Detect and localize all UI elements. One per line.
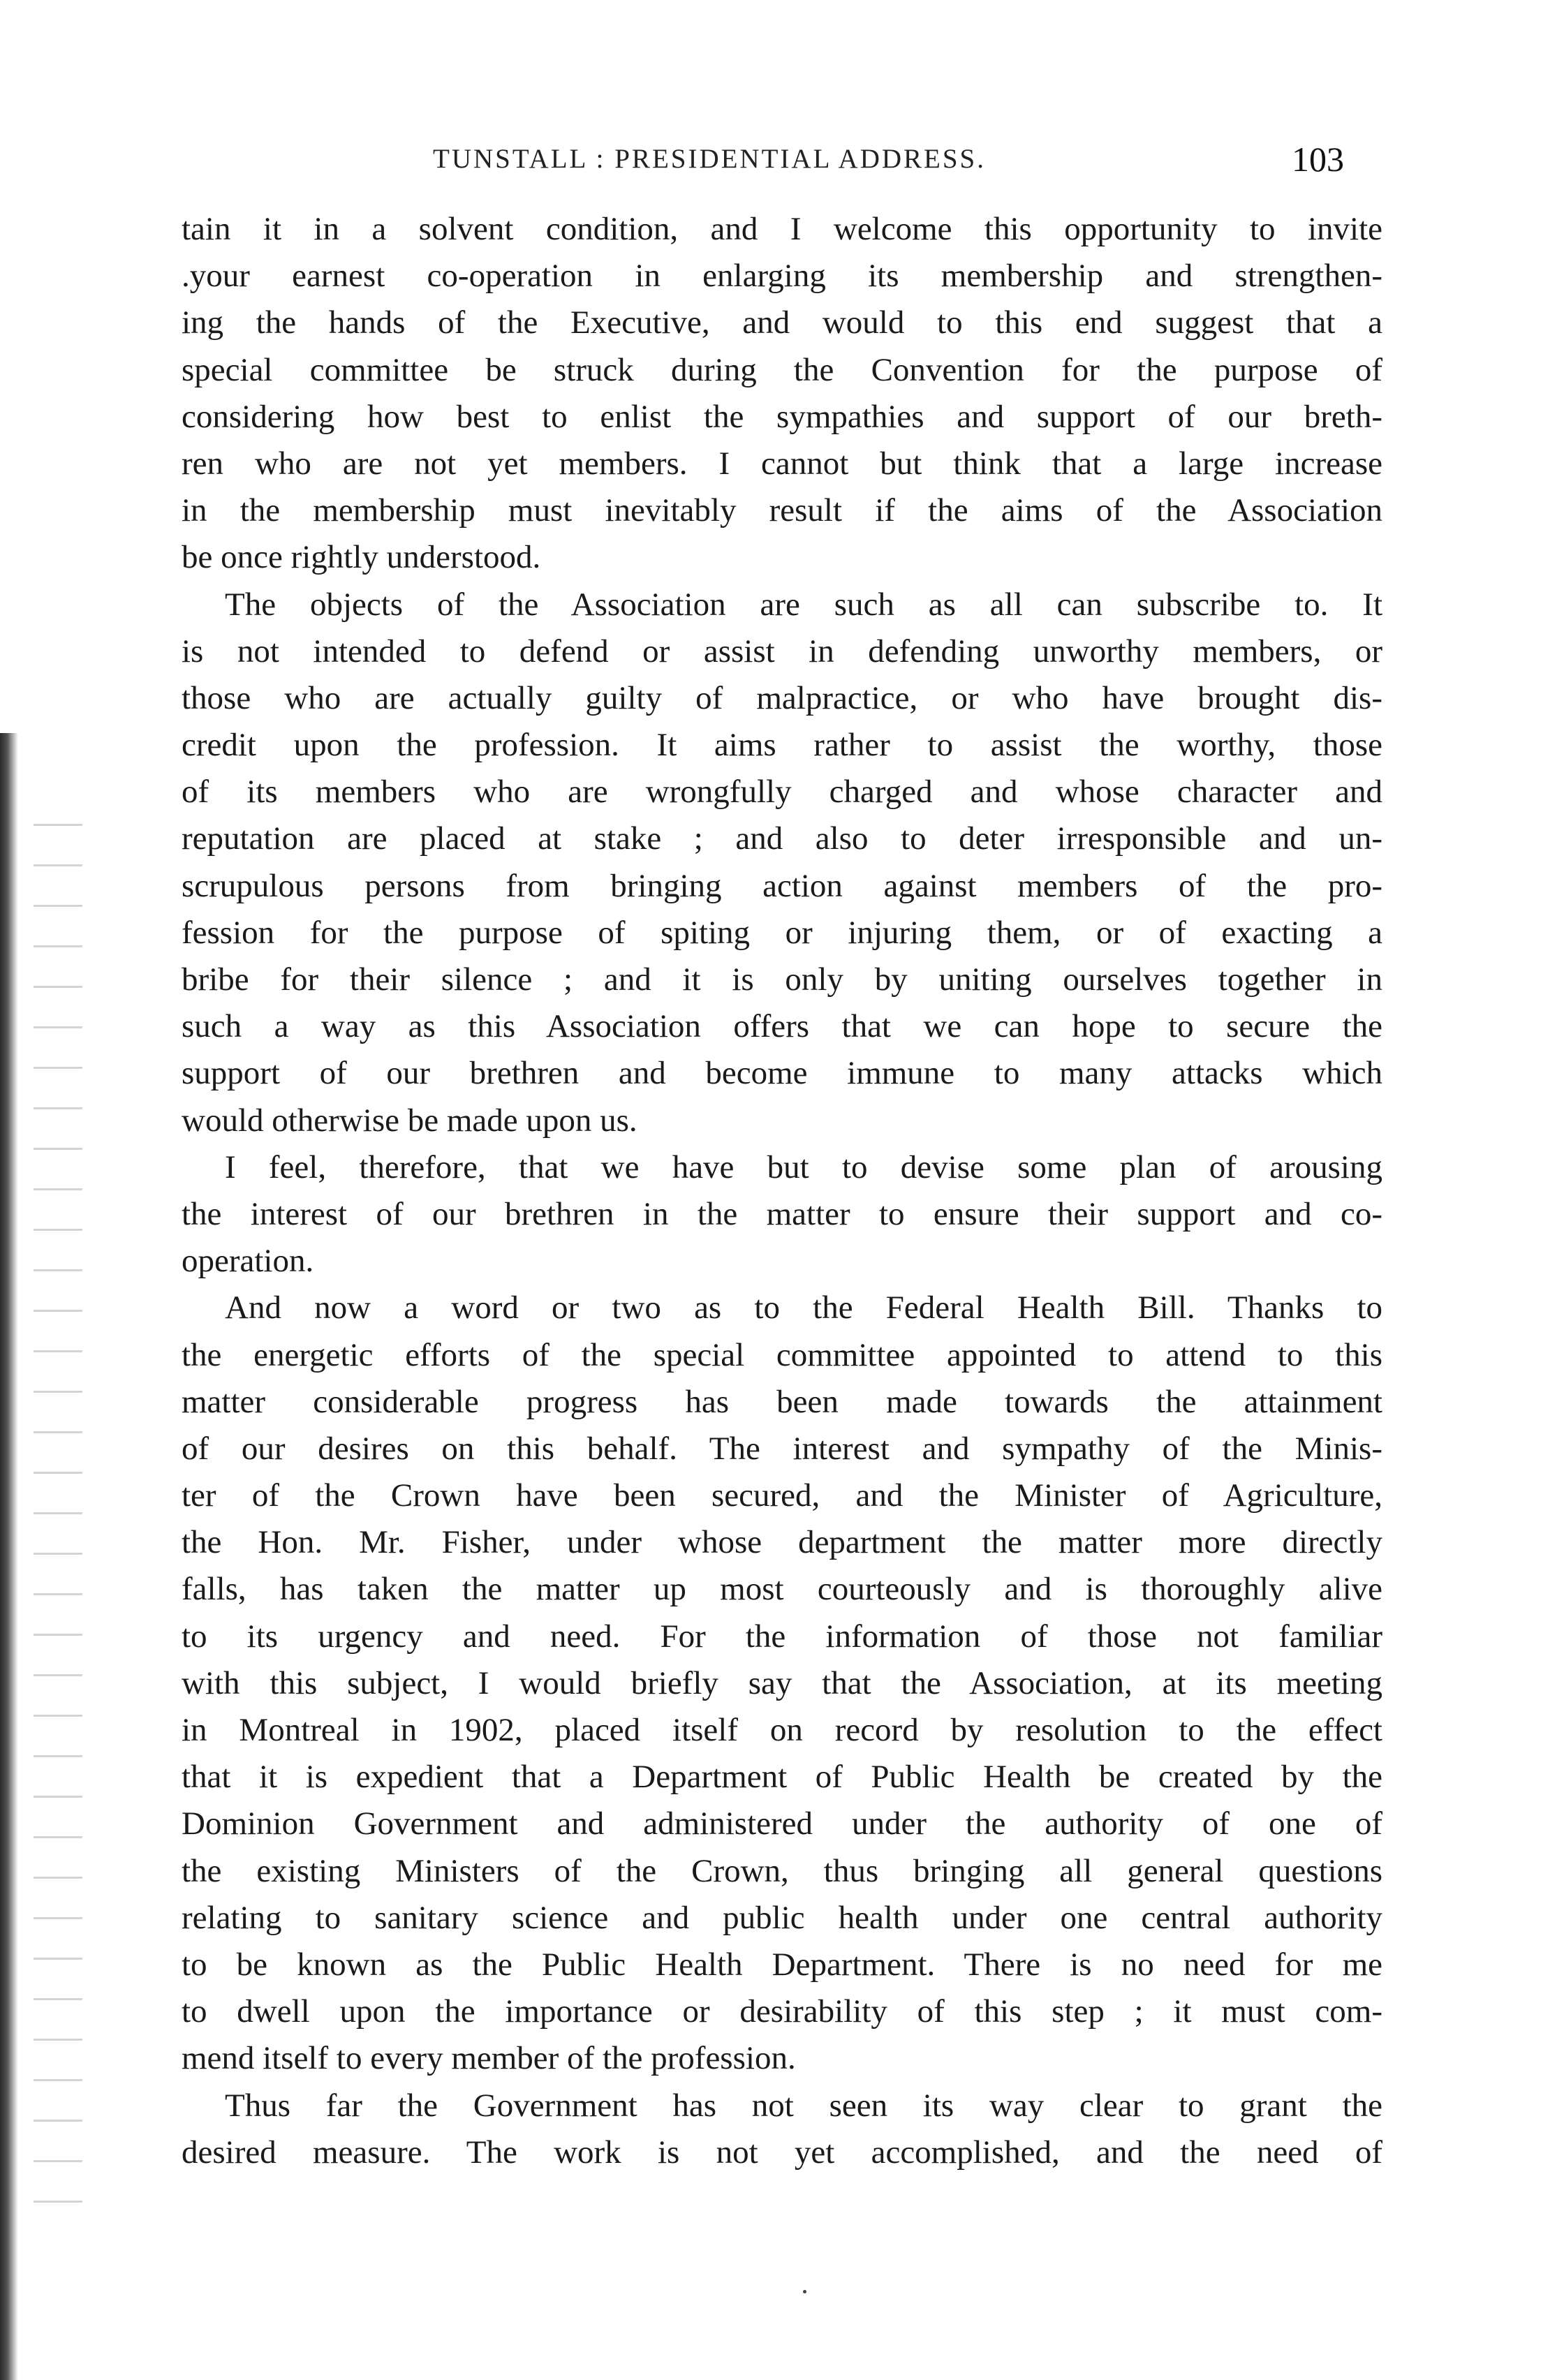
- text-line: relating to sanitary science and public health under one central authority: [182, 1899, 1382, 1936]
- text-line: to dwell upon the importance or desirability of this step ; it must com-: [182, 1993, 1382, 2030]
- text-line: of our desires on this behalf. The interest and sympathy of the Minis-: [182, 1430, 1382, 1467]
- text-line: of its members who are wrongfully charged and whose character and: [182, 774, 1382, 811]
- text-line: support of our brethren and become immune to many attacks which: [182, 1055, 1382, 1092]
- text-line: special committee be struck during the Convention for the purpose of: [182, 351, 1382, 388]
- text-line: such a way as this Association offers that we can hope to secure the: [182, 1008, 1382, 1045]
- text-line: ren who are not yet members. I cannot but think that a large increase: [182, 445, 1382, 482]
- text-line: desired measure. The work is not yet accomplished, and the need of: [182, 2134, 1382, 2171]
- text-line: Dominion Government and administered under the authority of one of: [182, 1805, 1382, 1842]
- text-line: is not intended to defend or assist in defending unworthy members, or: [182, 633, 1382, 670]
- text-line: the interest of our brethren in the matter to ensure their support and co-: [182, 1195, 1382, 1232]
- body-text: [182, 206, 1382, 2176]
- text-line: scrupulous persons from bringing action against members of the pro-: [182, 867, 1382, 904]
- text-line: those who are actually guilty of malpractice, or who have brought dis-: [182, 679, 1382, 716]
- text-line: that it is expedient that a Department of Public Health be created by the: [182, 1759, 1382, 1796]
- text-line: the energetic efforts of the special committee appointed to attend to this: [182, 1336, 1382, 1373]
- text-line: be once rightly understood.: [182, 539, 541, 576]
- text-line: the Hon. Mr. Fisher, under whose department the matter more directly: [182, 1524, 1382, 1561]
- page-number: 103: [1292, 140, 1344, 179]
- running-head: [0, 140, 1564, 185]
- text-line: matter considerable progress has been made towards the attainment: [182, 1383, 1382, 1420]
- binding-specks: [34, 824, 82, 2220]
- paragraph-start-line: The objects of the Association are such as all can subscribe to. It: [225, 586, 1382, 623]
- text-line: considering how best to enlist the sympathies and support of our breth-: [182, 398, 1382, 435]
- paragraph-start-line: Thus far the Government has not seen its way clear to grant the: [225, 2087, 1382, 2124]
- text-line: the existing Ministers of the Crown, thus bringing all general questions: [182, 1852, 1382, 1889]
- text-line: ing the hands of the Executive, and would to this end suggest that a: [182, 304, 1382, 341]
- text-line: mend itself to every member of the profession.: [182, 2040, 796, 2077]
- text-line: with this subject, I would briefly say that the Association, at its meeting: [182, 1664, 1382, 1701]
- text-line: .your earnest co-operation in enlarging its membership and strengthen-: [182, 258, 1382, 295]
- text-line: in Montreal in 1902, placed itself on record by resolution to the effect: [182, 1712, 1382, 1748]
- paragraph-start-line: And now a word or two as to the Federal Health Bill. Thanks to: [225, 1289, 1382, 1326]
- text-line: fession for the purpose of spiting or injuring them, or of exacting a: [182, 914, 1382, 951]
- paragraph-start-line: I feel, therefore, that we have but to devise some plan of arousing: [225, 1148, 1382, 1185]
- text-line: operation.: [182, 1243, 314, 1280]
- text-line: credit upon the profession. It aims rather to assist the worthy, those: [182, 727, 1382, 764]
- text-line: bribe for their silence ; and it is only by uniting ourselves together in: [182, 961, 1382, 998]
- text-line: tain it in a solvent condition, and I welcome this opportunity to invite: [182, 211, 1382, 247]
- text-line: falls, has taken the matter up most courteously and is thoroughly alive: [182, 1571, 1382, 1608]
- text-line: in the membership must inevitably result if the aims of the Association: [182, 492, 1382, 529]
- text-line: reputation are placed at stake ; and also to deter irresponsible and un-: [182, 820, 1382, 857]
- text-line: to be known as the Public Health Department. There is no need for me: [182, 1946, 1382, 1983]
- stray-ink-dot: [803, 2290, 806, 2293]
- text-line: to its urgency and need. For the information of those not familiar: [182, 1618, 1382, 1655]
- text-line: ter of the Crown have been secured, and the Minister of Agriculture,: [182, 1477, 1382, 1514]
- binding-edge-shadow: [0, 733, 18, 2380]
- running-head-title: TUNSTALL : PRESIDENTIAL ADDRESS.: [433, 144, 987, 174]
- text-line: would otherwise be made upon us.: [182, 1102, 637, 1139]
